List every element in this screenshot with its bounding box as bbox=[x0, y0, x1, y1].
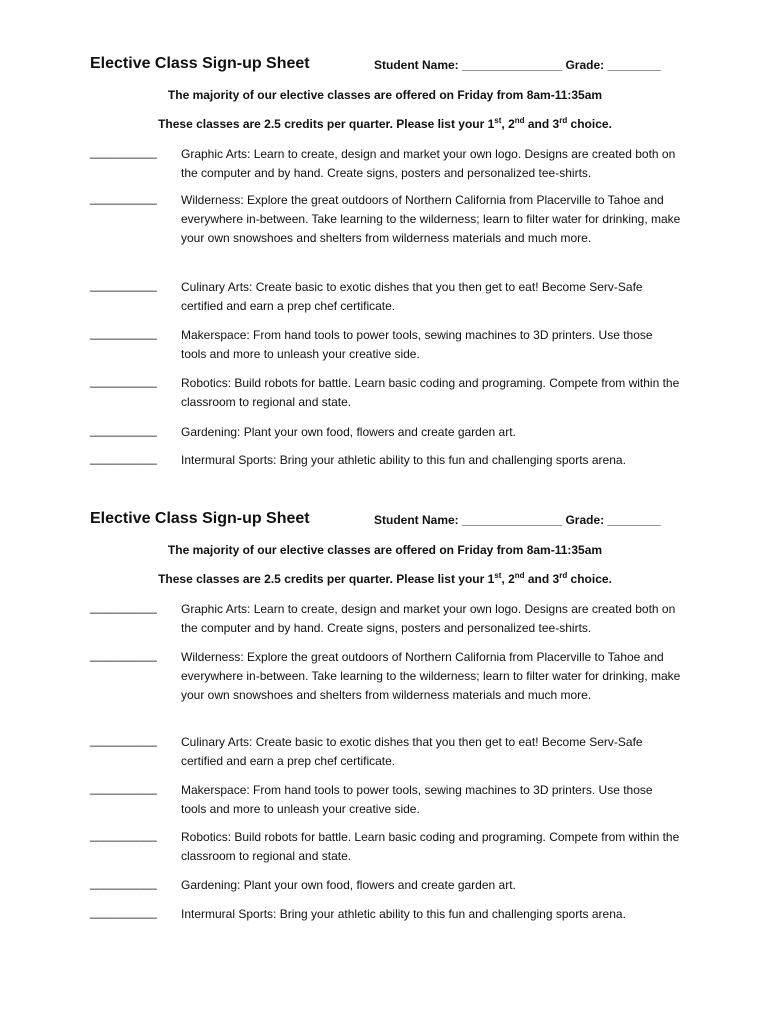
elective-description: Graphic Arts: Learn to create, design and market your own logo. Designs are created both on the computer and by hand. Create signs, posters and personalized tee-shirts. bbox=[181, 602, 676, 635]
choice-blank[interactable]: __________ bbox=[90, 191, 157, 205]
choice-blank[interactable]: __________ bbox=[90, 451, 157, 465]
schedule-note: The majority of our elective classes are offered on Friday from 8am-11:35am bbox=[167, 88, 603, 102]
choice-blank[interactable]: __________ bbox=[90, 374, 157, 388]
elective-description: Gardening: Plant your own food, flowers and create garden art. bbox=[181, 878, 516, 892]
choice-blank[interactable]: __________ bbox=[90, 278, 157, 292]
choice-blank[interactable]: __________ bbox=[90, 326, 157, 340]
student-name-grade-line: Student Name: _______________ Grade: ________ bbox=[374, 58, 661, 72]
elective-description: Robotics: Build robots for battle. Learn basic coding and programing. Compete from within the classroom to regional and state. bbox=[181, 830, 680, 863]
elective-description: Makerspace: From hand tools to power tools, sewing machines to 3D printers. Use those tools and more to unleash your creative side. bbox=[181, 328, 653, 361]
elective-description: Culinary Arts: Create basic to exotic dishes that you then get to eat! Become Serv-Safe certified and earn a prep chef certificate. bbox=[181, 280, 643, 313]
choice-blank[interactable]: __________ bbox=[90, 781, 157, 795]
elective-description: Makerspace: From hand tools to power tools, sewing machines to 3D printers. Use those tools and more to unleash your creative side. bbox=[181, 783, 653, 816]
choice-blank[interactable]: __________ bbox=[90, 733, 157, 747]
sheet-title: Elective Class Sign-up Sheet bbox=[90, 55, 310, 72]
credits-note: These classes are 2.5 credits per quarter. Please list your 1st, 2nd and 3rd choice. bbox=[158, 571, 612, 586]
credits-note: These classes are 2.5 credits per quarter. Please list your 1st, 2nd and 3rd choice. bbox=[158, 116, 612, 131]
elective-description: Wilderness: Explore the great outdoors of Northern California from Placerville to Tahoe and everywhere in-between. Take learning to the wilderness; learn to filter water for drinking, make your own snowshoes and shelters from wilderness materials and much more. bbox=[181, 650, 681, 702]
elective-description: Robotics: Build robots for battle. Learn basic coding and programing. Compete from within the classroom to regional and state. bbox=[181, 376, 680, 409]
sheet-title: Elective Class Sign-up Sheet bbox=[90, 510, 310, 527]
elective-description: Gardening: Plant your own food, flowers and create garden art. bbox=[181, 425, 516, 439]
choice-blank[interactable]: __________ bbox=[90, 145, 157, 159]
choice-blank[interactable]: __________ bbox=[90, 600, 157, 614]
choice-blank[interactable]: __________ bbox=[90, 876, 157, 890]
elective-description: Culinary Arts: Create basic to exotic dishes that you then get to eat! Become Serv-Safe certified and earn a prep chef certificate. bbox=[181, 735, 643, 768]
schedule-note: The majority of our elective classes are offered on Friday from 8am-11:35am bbox=[167, 543, 603, 557]
elective-description: Intermural Sports: Bring your athletic ability to this fun and challenging sports arena. bbox=[181, 907, 626, 921]
choice-blank[interactable]: __________ bbox=[90, 905, 157, 919]
choice-blank[interactable]: __________ bbox=[90, 648, 157, 662]
elective-description: Intermural Sports: Bring your athletic ability to this fun and challenging sports arena. bbox=[181, 453, 626, 467]
elective-description: Graphic Arts: Learn to create, design and market your own logo. Designs are created both on the computer and by hand. Create signs, posters and personalized tee-shirts. bbox=[181, 147, 676, 180]
student-name-grade-line: Student Name: _______________ Grade: ________ bbox=[374, 513, 661, 527]
elective-description: Wilderness: Explore the great outdoors of Northern California from Placerville to Tahoe and everywhere in-between. Take learning to the wilderness; learn to filter water for drinking, make your own snowshoes and shelters from wilderness materials and much more. bbox=[181, 193, 681, 245]
choice-blank[interactable]: __________ bbox=[90, 828, 157, 842]
choice-blank[interactable]: __________ bbox=[90, 423, 157, 437]
